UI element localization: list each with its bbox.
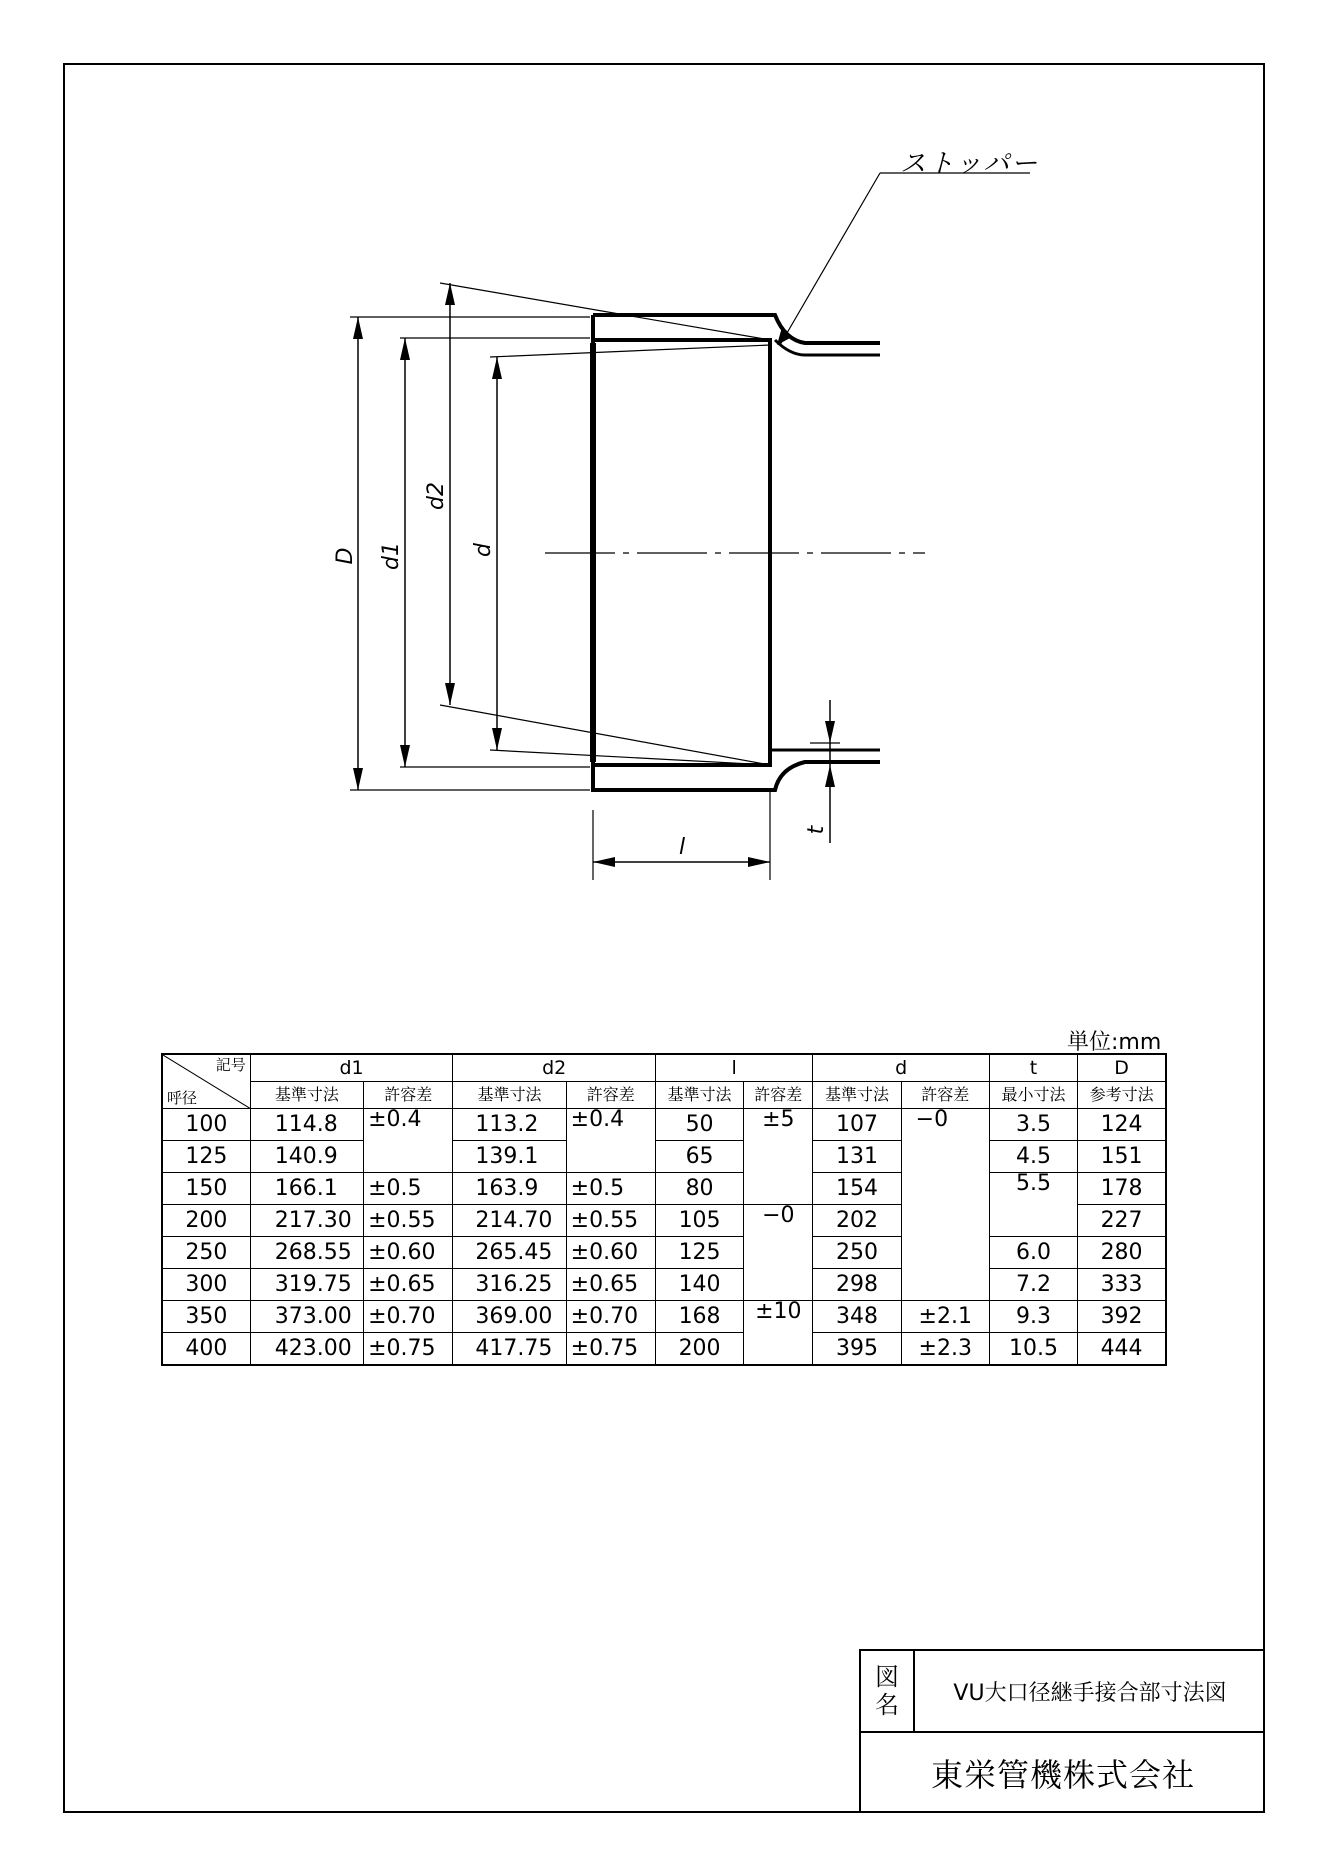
- table-sub-header-row: [162, 1082, 1166, 1109]
- group-header-l: l: [655, 1054, 812, 1082]
- cell-t: 7.2: [989, 1269, 1077, 1301]
- title-label-line1: 図: [875, 1663, 899, 1691]
- cell-d1: 114.8: [250, 1109, 363, 1141]
- table-row: [162, 1269, 1166, 1301]
- dim-label-D: D: [333, 547, 358, 565]
- cell-t: 4.5: [989, 1141, 1077, 1173]
- table-group-header-row: [162, 1054, 1166, 1082]
- table-row: [162, 1141, 1166, 1173]
- group-header-t: t: [989, 1054, 1077, 1082]
- cell-d: 131: [813, 1141, 901, 1173]
- dim-label-d: d: [471, 543, 496, 557]
- cell-d-tol: −0: [901, 1109, 989, 1301]
- cell-d: 107: [813, 1109, 901, 1141]
- table-row: [162, 1109, 1166, 1141]
- cell-d2: 369.00: [453, 1301, 566, 1333]
- cell-d2-tol: ±0.55: [566, 1205, 655, 1237]
- cell-size: 250: [162, 1237, 250, 1269]
- cell-D: 178: [1078, 1173, 1166, 1205]
- cell-d2: 139.1: [453, 1141, 566, 1173]
- dim-label-d1: d1: [379, 542, 404, 570]
- cell-d2-tol: ±0.65: [566, 1269, 655, 1301]
- sub-header: 基準寸法: [250, 1082, 363, 1109]
- cell-d2: 417.75: [453, 1333, 566, 1366]
- cell-d1: 217.30: [250, 1205, 363, 1237]
- cell-D: 227: [1078, 1205, 1166, 1237]
- cell-d-tol: ±2.1: [901, 1301, 989, 1333]
- cell-d1: 373.00: [250, 1301, 363, 1333]
- sub-header: 基準寸法: [655, 1082, 743, 1109]
- cell-size: 350: [162, 1301, 250, 1333]
- dim-label-d2: d2: [424, 482, 449, 510]
- cell-t: 3.5: [989, 1109, 1077, 1141]
- cell-d: 298: [813, 1269, 901, 1301]
- cell-d1-tol: ±0.65: [364, 1269, 453, 1301]
- cell-size: 100: [162, 1109, 250, 1141]
- cell-d: 202: [813, 1205, 901, 1237]
- cell-d-tol: ±2.3: [901, 1333, 989, 1366]
- cell-D: 444: [1078, 1333, 1166, 1366]
- cell-l-tol: ±10: [744, 1301, 813, 1366]
- cell-l: 140: [655, 1269, 743, 1301]
- cell-d: 154: [813, 1173, 901, 1205]
- cell-l: 125: [655, 1237, 743, 1269]
- group-header-d1: d1: [250, 1054, 453, 1082]
- cell-l: 65: [655, 1141, 743, 1173]
- cell-size: 400: [162, 1333, 250, 1366]
- drawing-name: VU大口径継手接合部寸法図: [915, 1651, 1265, 1733]
- cell-d2-tol: ±0.4: [566, 1109, 655, 1173]
- cell-d1-tol: ±0.5: [364, 1173, 453, 1205]
- cell-d2-tol: ±0.75: [566, 1333, 655, 1366]
- group-header-d: d: [813, 1054, 990, 1082]
- table-row: [162, 1237, 1166, 1269]
- company-name: 東栄管機株式会社: [930, 1756, 1195, 1794]
- cell-l: 50: [655, 1109, 743, 1141]
- cell-D: 280: [1078, 1237, 1166, 1269]
- title-label-line2: 名: [875, 1691, 899, 1719]
- table-row: [162, 1301, 1166, 1333]
- dimension-table: [161, 1053, 1167, 1366]
- cell-D: 333: [1078, 1269, 1166, 1301]
- cell-d2: 214.70: [453, 1205, 566, 1237]
- cell-t: 9.3: [989, 1301, 1077, 1333]
- cell-t: 6.0: [989, 1237, 1077, 1269]
- cell-d2: 265.45: [453, 1237, 566, 1269]
- unit-label: 単位:mm: [1067, 1030, 1162, 1055]
- cell-d1-tol: ±0.60: [364, 1237, 453, 1269]
- cell-d1: 166.1: [250, 1173, 363, 1205]
- title-block-label: [861, 1651, 915, 1733]
- cell-d1-tol: ±0.55: [364, 1205, 453, 1237]
- cell-d2-tol: ±0.70: [566, 1301, 655, 1333]
- cell-d2: 113.2: [453, 1109, 566, 1141]
- corner-label-size: 呼径: [167, 1089, 198, 1107]
- cell-l: 168: [655, 1301, 743, 1333]
- sub-header: 最小寸法: [989, 1082, 1077, 1109]
- cell-D: 124: [1078, 1109, 1166, 1141]
- sub-header: 許容差: [566, 1082, 655, 1109]
- cell-D: 392: [1078, 1301, 1166, 1333]
- table-corner-cell: [162, 1054, 250, 1109]
- cell-d2-tol: ±0.60: [566, 1237, 655, 1269]
- cell-d1: 140.9: [250, 1141, 363, 1173]
- cell-d1: 268.55: [250, 1237, 363, 1269]
- sub-header: 参考寸法: [1078, 1082, 1166, 1109]
- cell-t: 5.5: [989, 1173, 1077, 1237]
- sub-header: 基準寸法: [453, 1082, 566, 1109]
- cell-d2: 163.9: [453, 1173, 566, 1205]
- cell-d2: 316.25: [453, 1269, 566, 1301]
- cell-d1-tol: ±0.75: [364, 1333, 453, 1366]
- cell-t: 10.5: [989, 1333, 1077, 1366]
- cell-D: 151: [1078, 1141, 1166, 1173]
- cell-l: 200: [655, 1333, 743, 1366]
- cell-l: 105: [655, 1205, 743, 1237]
- table-row: [162, 1173, 1166, 1205]
- sub-header: 許容差: [744, 1082, 813, 1109]
- cell-d: 250: [813, 1237, 901, 1269]
- sub-header: 許容差: [364, 1082, 453, 1109]
- cell-size: 200: [162, 1205, 250, 1237]
- cell-d2-tol: ±0.5: [566, 1173, 655, 1205]
- cell-l-tol: −0: [744, 1205, 813, 1301]
- cell-d1-tol: ±0.4: [364, 1109, 453, 1173]
- cell-d: 395: [813, 1333, 901, 1366]
- group-header-d2: d2: [453, 1054, 656, 1082]
- cell-d1: 319.75: [250, 1269, 363, 1301]
- cell-l-tol: ±5: [744, 1109, 813, 1205]
- corner-label-symbol: 記号: [215, 1056, 246, 1074]
- group-header-D: D: [1078, 1054, 1166, 1082]
- sub-header: 許容差: [901, 1082, 989, 1109]
- sub-header: 基準寸法: [813, 1082, 901, 1109]
- cell-size: 150: [162, 1173, 250, 1205]
- stopper-label: ストッパー: [900, 149, 1040, 179]
- dim-label-l: l: [678, 835, 686, 860]
- dim-label-t: t: [804, 825, 829, 835]
- cell-d: 348: [813, 1301, 901, 1333]
- cell-d1: 423.00: [250, 1333, 363, 1366]
- cell-l: 80: [655, 1173, 743, 1205]
- cell-size: 125: [162, 1141, 250, 1173]
- title-block: [859, 1649, 1265, 1813]
- cell-size: 300: [162, 1269, 250, 1301]
- cell-d1-tol: ±0.70: [364, 1301, 453, 1333]
- table-row: [162, 1333, 1166, 1366]
